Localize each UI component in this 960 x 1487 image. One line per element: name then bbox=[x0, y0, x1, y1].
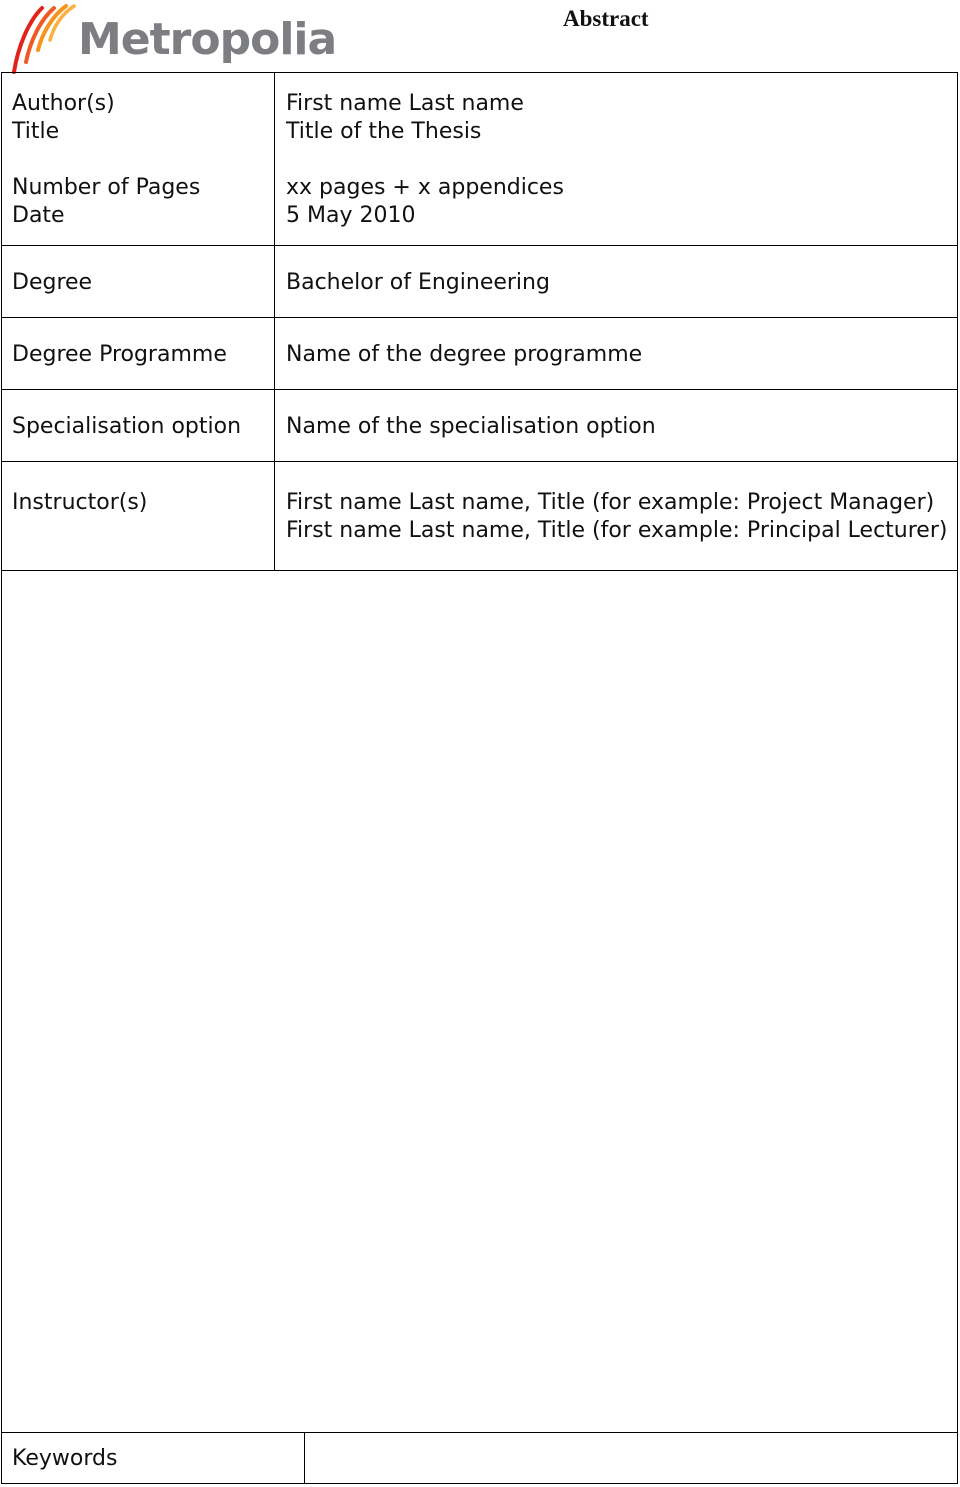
instructor-1-value: First name Last name, Title (for example: Project Manager) bbox=[286, 490, 935, 515]
programme-value: Name of the degree programme bbox=[286, 342, 643, 367]
keywords-label: Keywords bbox=[12, 1446, 118, 1471]
degree-value: Bachelor of Engineering bbox=[286, 270, 550, 295]
title-label: Title bbox=[12, 119, 60, 144]
date-label: Date bbox=[12, 203, 65, 228]
abstract-body-area bbox=[1, 571, 958, 1433]
metropolia-logo bbox=[8, 2, 337, 74]
degree-label: Degree bbox=[12, 270, 93, 295]
keywords-divider bbox=[304, 1433, 305, 1484]
column-divider bbox=[274, 72, 275, 571]
logo-wordmark: Metropolia bbox=[78, 14, 337, 65]
pages-value: xx pages + x appendices bbox=[286, 175, 564, 200]
programme-label: Degree Programme bbox=[12, 342, 227, 367]
pages-label: Number of Pages bbox=[12, 175, 201, 200]
logo-mark-icon bbox=[8, 2, 78, 74]
specialisation-value: Name of the specialisation option bbox=[286, 414, 656, 439]
author-value: First name Last name bbox=[286, 91, 524, 116]
title-value: Title of the Thesis bbox=[286, 119, 482, 144]
instructor-2-value: First name Last name, Title (for example: Principal Lecturer) bbox=[286, 518, 948, 543]
author-label: Author(s) bbox=[12, 91, 115, 116]
page-title: Abstract bbox=[563, 6, 649, 31]
instructors-label: Instructor(s) bbox=[12, 490, 148, 515]
specialisation-label: Specialisation option bbox=[12, 414, 242, 439]
date-value: 5 May 2010 bbox=[286, 203, 416, 228]
